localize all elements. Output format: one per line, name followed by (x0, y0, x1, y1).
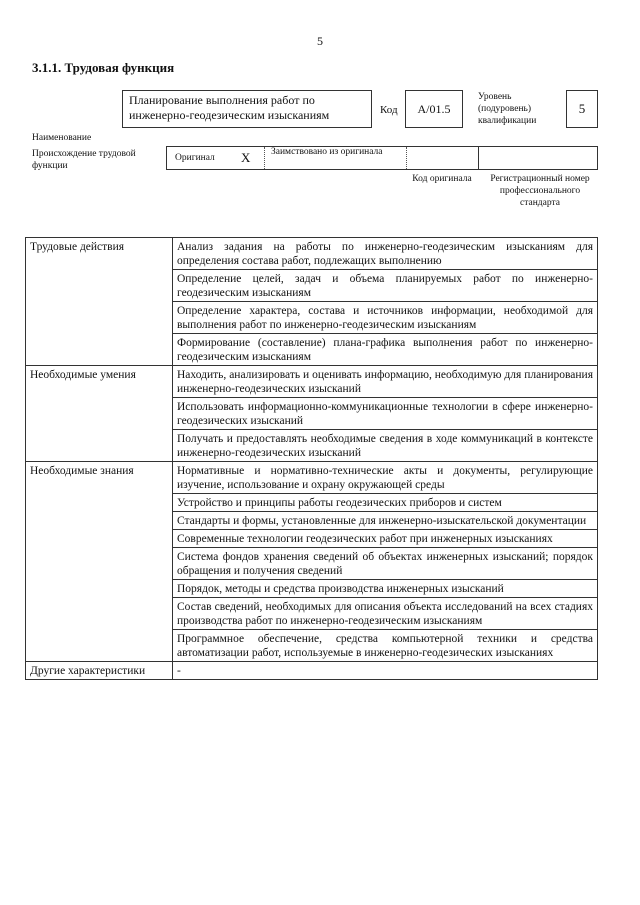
origin-row (166, 146, 598, 170)
description-cell: Устройство и принципы работы геодезических приборов и систем (173, 494, 598, 512)
description-cell: Находить, анализировать и оценивать информацию, необходимую для планирования инженерно-геодезических изысканий (173, 366, 598, 398)
code-original-cell (407, 147, 479, 169)
level-label: Уровень (подуровень) квалификации (478, 92, 537, 126)
table-row (26, 662, 598, 680)
function-table (25, 237, 598, 680)
table-row (26, 238, 598, 270)
original-cell (167, 147, 265, 169)
qualification-level: 5 (566, 90, 598, 128)
description-cell: Получать и предоставлять необходимые сведения в ходе коммуникаций в контексте инженерно-геодезических изысканий (173, 430, 598, 462)
borrowed-label: Заимствовано из оригинала (271, 147, 383, 157)
category-cell: Другие характеристики (26, 662, 173, 680)
description-cell: Использовать информационно-коммуникационные технологии в сфере инженерно-геодезических изысканий (173, 398, 598, 430)
section-title: 3.1.1. Трудовая функция (32, 60, 175, 75)
description-cell: Формирование (составление) плана-графика выполнения работ по инженерно-геодезическим изысканиям (173, 334, 598, 366)
description-cell: Программное обеспечение, средства компьютерной техники и средства автоматизации работ, используемые в инженерно-геодезических изысканиях (173, 630, 598, 662)
origin-label: Происхождение трудовой функции (32, 149, 136, 171)
category-cell: Трудовые действия (26, 238, 173, 366)
reg-number-caption: Регистрационный номер профессионального стандарта (490, 174, 590, 208)
code-label: Код (380, 104, 398, 116)
description-cell: Современные технологии геодезических работ при инженерных изысканиях (173, 530, 598, 548)
description-cell: Нормативные и нормативно-технические акты и документы, регулирующие изучение, использование и охрану окружающей среды (173, 462, 598, 494)
description-cell: Определение характера, состава и источников информации, необходимой для выполнения работ по инженерно-геодезическим изысканиям (173, 302, 598, 334)
description-cell: - (173, 662, 598, 680)
function-code: A/01.5 (405, 90, 463, 128)
page-number: 5 (317, 34, 323, 48)
description-cell: Стандарты и формы, установленные для инженерно-изыскательской документации (173, 512, 598, 530)
table-row (26, 462, 598, 494)
description-cell: Порядок, методы и средства производства инженерных изысканий (173, 580, 598, 598)
original-label: Оригинал (175, 153, 215, 163)
category-cell: Необходимые знания (26, 462, 173, 662)
code-original-caption: Код оригинала (412, 174, 472, 184)
borrowed-cell (265, 147, 407, 169)
description-cell: Состав сведений, необходимых для описания объекта исследований на всех стадиях производства работ по инженерно-геодезическим изысканиям (173, 598, 598, 630)
table-row (26, 366, 598, 398)
name-label: Наименование (32, 133, 92, 143)
description-cell: Определение целей, задач и объема планируемых работ по инженерно-геодезическим изысканиям (173, 270, 598, 302)
original-mark: X (241, 150, 251, 165)
category-cell: Необходимые умения (26, 366, 173, 462)
description-cell: Система фондов хранения сведений об объектах инженерных изысканий; порядок обращения и получения сведений (173, 548, 598, 580)
description-cell: Анализ задания на работы по инженерно-геодезическим изысканиям для определения состава работ, подлежащих выполнению (173, 238, 598, 270)
reg-number-cell (479, 147, 597, 169)
function-name: Планирование выполнения работ по инженерно-геодезическим изысканиям (122, 90, 372, 128)
